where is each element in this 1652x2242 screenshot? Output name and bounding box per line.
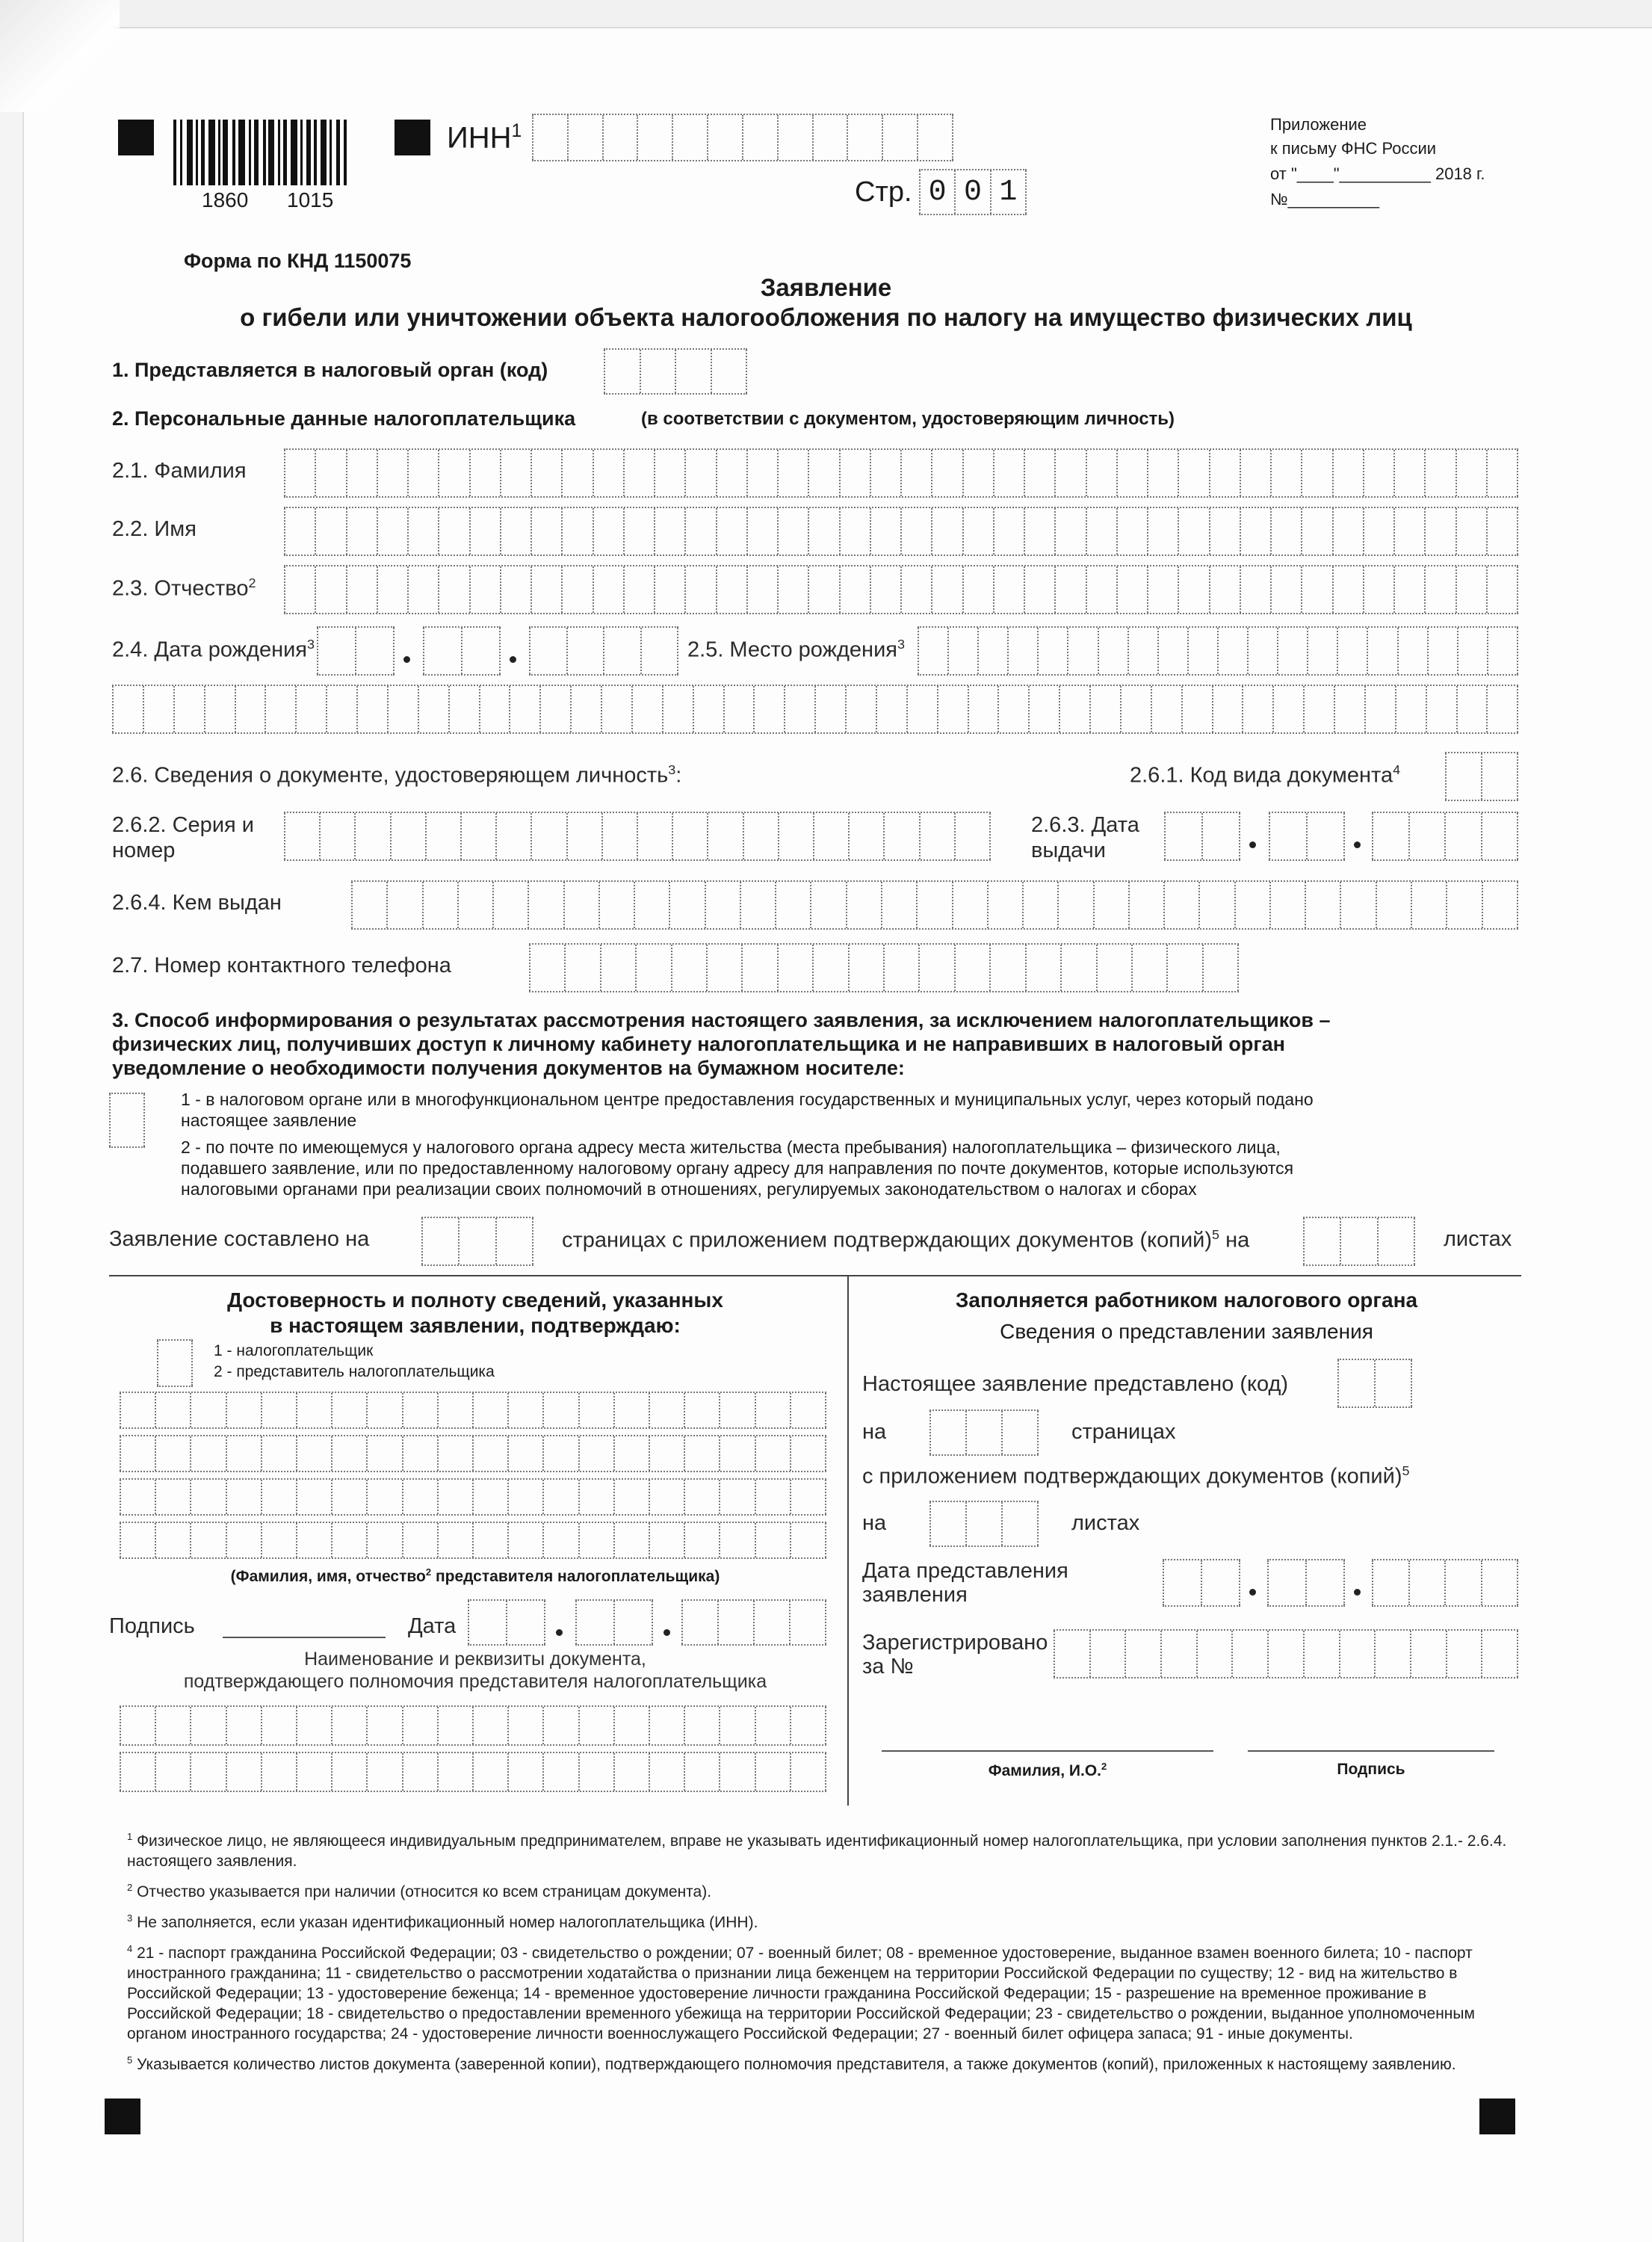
sign-day-field[interactable]	[468, 1599, 545, 1646]
document-info-label: 2.6. Сведения о документе, удостоверяющем личность$^3$:	[112, 762, 682, 788]
birth-month-field[interactable]	[423, 626, 501, 676]
name-label: 2.2. Имя	[112, 517, 197, 541]
informing-method-field[interactable]	[109, 1093, 145, 1148]
representative-name-row-2[interactable]	[120, 1435, 826, 1472]
registered-label-line-2: за №	[862, 1655, 914, 1679]
alignment-marker-bottom-left	[105, 2099, 140, 2134]
barcode-number-left: 1860	[202, 188, 249, 211]
office-block-subtitle: Сведения о представлении заявления	[1000, 1320, 1373, 1343]
footnote: $^1$ Физическое лицо, не являющееся индивидуальным предпринимателем, вправе не указывать идентификационный номер налогоплательщика, при условии заполнения пунктов 2.1.- 2.6.4. настоящего заявления.	[127, 1831, 1507, 1870]
footnote: $^2$ Отчество указывается при наличии (относится ко всем страницам документа).	[127, 1882, 712, 1900]
alignment-marker-bottom-right	[1479, 2099, 1515, 2134]
page-digit: 0	[919, 170, 956, 214]
submission-day-field[interactable]	[1163, 1559, 1240, 1607]
footnote: $^4$ 21 - паспорт гражданина Российской Федерации; 03 - свидетельство о рождении; 07 - военный билет; 08 - временное удостоверение, выданное взамен военного билета; 10 - паспорт иностранного гражданина; 11 - свидетельство о рассмотрении ходатайства о признании лица беженцем на территории Российской Федерации по существу; 12 - вид на жительство в Российской Федерации; 13 - удостоверение беженца; 14 - временное удостоверение личности гражданина Российской Федерации; 15 - разрешение на временное проживание в Российской Федерации; 18 - свидетельство о предоставлении временного убежища на территории Российской Федерации; 23 - свидетельство о рождении, выданное уполномоченным органом иностранного государства; 24 - удостоверение личности военнослужащего Российской Федерации; 27 - военный билет офицера запаса; 91 - иные документы.	[127, 1943, 1475, 2042]
pages-prefix-label: Заявление составлено на	[109, 1227, 370, 1251]
form-title: Заявление	[760, 274, 892, 301]
appendix-line-2: к письму ФНС России	[1270, 139, 1437, 158]
page-digit: 0	[956, 170, 991, 214]
section-3-title-line-2: физических лиц, получивших доступ к личному кабинету налогоплательщика и не направивших в налоговый орган	[112, 1033, 1285, 1055]
representative-name-caption: (Фамилия, имя, отчество$^2$ представителя налогоплательщика)	[230, 1566, 720, 1585]
signature-label: Подпись	[109, 1614, 195, 1638]
footnotes	[127, 1826, 1509, 2075]
patronymic-label: 2.3. Отчество$^2$	[112, 575, 256, 601]
section-1-label: 1. Представляется в налоговый орган (код)	[112, 359, 548, 381]
date-separator-dot	[1354, 841, 1361, 848]
folded-corner	[0, 0, 120, 112]
confirmer-type-field[interactable]	[157, 1339, 193, 1387]
pages-count-field[interactable]	[421, 1217, 533, 1266]
representative-name-row-1[interactable]	[120, 1392, 826, 1429]
birth-year-field[interactable]	[529, 626, 678, 676]
page-label: Стр.	[855, 176, 912, 208]
informing-option-2-line-2: подавшего заявление, или по предоставленному налоговому органу адресу для направления по почте документов, которые используются	[181, 1158, 1294, 1178]
date-separator-dot	[1354, 1589, 1361, 1596]
date-separator-dot	[1249, 1589, 1256, 1596]
phone-field[interactable]	[529, 943, 1239, 992]
issue-day-field[interactable]	[1164, 812, 1240, 861]
on-label: на	[862, 1420, 887, 1444]
registered-label-line-1: Зарегистрировано	[862, 1631, 1048, 1655]
issue-date-label-line-1: 2.6.3. Дата	[1031, 813, 1139, 837]
submission-date-label-line-1: Дата представления	[862, 1559, 1068, 1583]
submitted-code-label: Настоящее заявление представлено (код)	[862, 1372, 1289, 1396]
date-separator-dot	[510, 656, 516, 663]
authority-doc-row-1[interactable]	[120, 1705, 826, 1746]
confirmation-title-line-1: Достоверность и полноту сведений, указанных	[227, 1288, 723, 1312]
submission-date-label-line-2: заявления	[862, 1583, 968, 1607]
office-pages-field[interactable]	[929, 1409, 1039, 1456]
confirmer-option-1: 1 - налогоплательщик	[214, 1342, 374, 1359]
issued-by-label: 2.6.4. Кем выдан	[112, 891, 282, 915]
patronymic-field[interactable]	[284, 565, 1518, 614]
officer-name-caption: Фамилия, И.О.$^2$	[988, 1761, 1107, 1779]
sheets-suffix-label: листах	[1444, 1227, 1512, 1251]
section-divider	[109, 1275, 1521, 1276]
office-block-title: Заполняется работником налогового органа	[955, 1288, 1418, 1312]
pages-label: страницах	[1071, 1420, 1176, 1444]
informing-option-2-line-1: 2 - по почте по имеющемуся у налогового органа адресу места жительства (места пребывания) налогоплательщика – физического лица,	[181, 1137, 1281, 1157]
surname-field[interactable]	[284, 448, 1518, 498]
authority-doc-caption-line-2: подтверждающего полномочия представителя налогоплательщика	[183, 1671, 767, 1692]
date-separator-dot	[1249, 841, 1256, 848]
name-field[interactable]	[284, 507, 1518, 556]
signature-line[interactable]	[223, 1637, 386, 1638]
alignment-marker-top-left	[118, 120, 154, 155]
sheets-label: листах	[1071, 1511, 1140, 1535]
phone-label: 2.7. Номер контактного телефона	[112, 954, 451, 978]
issue-month-field[interactable]	[1269, 812, 1345, 861]
authority-doc-caption-line-1: Наименование и реквизиты документа,	[304, 1649, 646, 1670]
birth-day-field[interactable]	[317, 626, 395, 676]
section-2-note: (в соответствии с документом, удостоверяющим личность)	[641, 409, 1175, 429]
officer-signature-caption: Подпись	[1337, 1761, 1405, 1778]
section-3-title-line-3: уведомление о необходимости получения документов на бумажном носителе:	[112, 1057, 905, 1079]
appendix-line-1: Приложение	[1270, 115, 1367, 134]
issue-date-label-line-2: выдачи	[1031, 839, 1106, 862]
issued-by-field[interactable]	[351, 880, 1518, 930]
issue-year-field[interactable]	[1372, 812, 1518, 861]
column-divider	[847, 1275, 849, 1806]
informing-option-1-line-1: 1 - в налоговом органе или в многофункциональном центре предоставления государственных и муниципальных услуг, через который подано	[181, 1090, 1314, 1109]
birth-place-field-continued[interactable]	[112, 685, 1518, 734]
on-label-2: на	[862, 1511, 887, 1535]
footnote: $^5$ Указывается количество листов документа (заверенной копии), подтверждающего полномочия представителя, а также документов (копий), приложенных к настоящему заявлению.	[127, 2054, 1456, 2073]
series-label-line-1: 2.6.2. Серия и	[112, 813, 254, 837]
document-series-number-field[interactable]	[284, 812, 991, 861]
confirmer-option-2: 2 - представитель налогоплательщика	[214, 1363, 495, 1380]
authority-doc-row-2[interactable]	[120, 1752, 826, 1792]
scan-edge-left	[0, 0, 24, 2242]
date-label: Дата	[408, 1614, 457, 1638]
inn-field[interactable]	[532, 114, 953, 161]
appendix-line-3: от "____"__________ 2018 г.	[1270, 164, 1485, 183]
page-digit: 1	[991, 170, 1027, 214]
inn-label: ИНН$^1$	[447, 121, 522, 155]
submission-method-code-field[interactable]	[1337, 1359, 1412, 1408]
sheets-count-field[interactable]	[1303, 1217, 1415, 1266]
page-number-field[interactable]	[919, 169, 1027, 215]
birth-date-label: 2.4. Дата рождения$^3$	[112, 637, 315, 662]
footnote: $^3$ Не заполняется, если указан идентификационный номер налогоплательщика (ИНН).	[127, 1912, 758, 1931]
series-label-line-2: номер	[112, 839, 176, 862]
pages-middle-label: страницах с приложением подтверждающих документов (копий)$^5$ на	[562, 1227, 1250, 1253]
submission-year-field[interactable]	[1372, 1559, 1518, 1607]
registration-number-field[interactable]	[1054, 1629, 1518, 1679]
officer-name-line[interactable]	[882, 1750, 1213, 1752]
birth-place-field[interactable]	[918, 626, 1518, 676]
with-docs-label: с приложением подтверждающих документов (копий)$^5$	[862, 1463, 1410, 1489]
sign-year-field[interactable]	[681, 1599, 826, 1646]
alignment-marker-top-mid	[395, 120, 430, 155]
document-type-code-label: 2.6.1. Код вида документа$^4$	[1130, 762, 1401, 788]
birth-place-label: 2.5. Место рождения$^3$	[687, 637, 905, 662]
confirmation-title-line-2: в настоящем заявлении, подтверждаю:	[270, 1314, 681, 1337]
section-3-title-line-1: 3. Способ информирования о результатах рассмотрения настоящего заявления, за исключением налогоплательщиков –	[112, 1009, 1331, 1031]
date-separator-dot	[663, 1629, 670, 1636]
sign-month-field[interactable]	[575, 1599, 653, 1646]
representative-name-row-3[interactable]	[120, 1478, 826, 1516]
form-subtitle: о гибели или уничтожении объекта налогообложения по налогу на имущество физических лиц	[240, 303, 1412, 331]
representative-name-row-4[interactable]	[120, 1522, 826, 1559]
barcode-number-right: 1015	[287, 188, 334, 211]
officer-signature-line[interactable]	[1248, 1750, 1494, 1752]
date-separator-dot	[403, 656, 410, 663]
appendix-line-4: №__________	[1270, 190, 1379, 209]
form-code: Форма по КНД 1150075	[184, 250, 412, 272]
date-separator-dot	[556, 1629, 563, 1636]
office-sheets-field[interactable]	[929, 1501, 1039, 1547]
surname-label: 2.1. Фамилия	[112, 459, 247, 483]
scan-edge-top	[30, 0, 1652, 28]
tax-office-code-field[interactable]	[604, 348, 747, 395]
informing-option-2-line-3: налоговыми органами при реализации своих полномочий в отношениях, регулируемых законодательством о налогах и сборах	[181, 1179, 1197, 1199]
document-type-code-field[interactable]	[1445, 752, 1518, 801]
informing-option-1-line-2: настоящее заявление	[181, 1111, 357, 1130]
barcode	[173, 120, 347, 185]
submission-month-field[interactable]	[1267, 1559, 1345, 1607]
section-2-title: 2. Персональные данные налогоплательщика	[112, 407, 576, 430]
